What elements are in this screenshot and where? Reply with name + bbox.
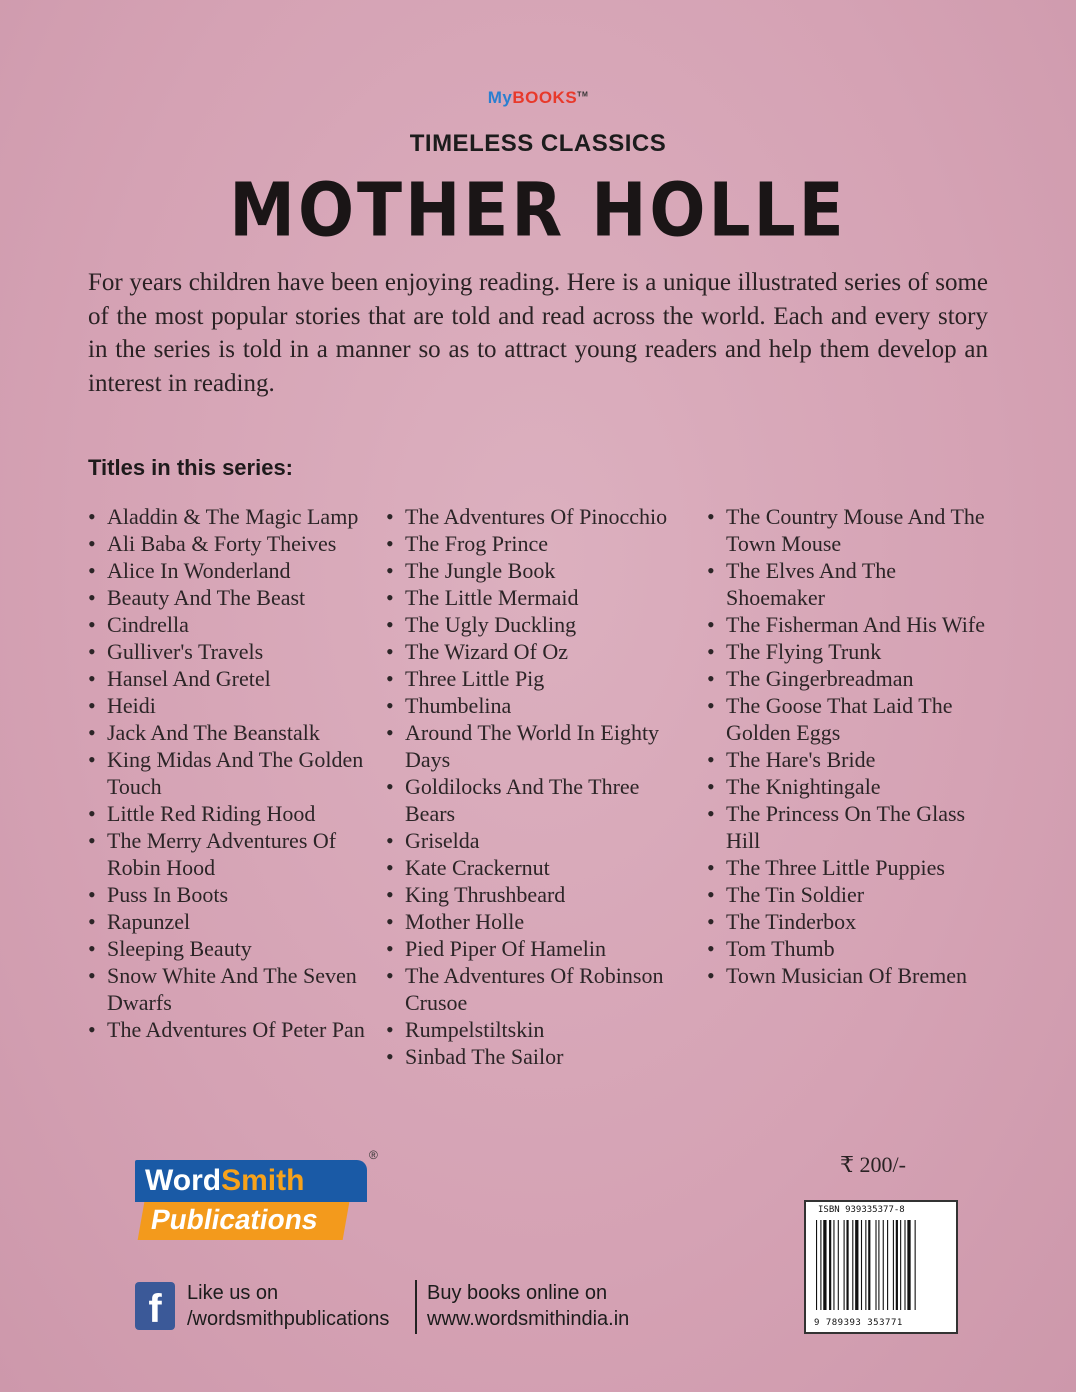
series-title-item: • Around The World In Eighty Days	[386, 719, 691, 773]
wordsmith-logo	[135, 1148, 378, 1240]
series-title-item: • Rumpelstiltskin	[386, 1016, 691, 1043]
like-line-1: Like us on	[187, 1282, 279, 1304]
series-title-item: • The Country Mouse And The Town Mouse	[707, 503, 987, 557]
series-title-item: • Thumbelina	[386, 692, 691, 719]
facebook-handle[interactable]: /wordsmithpublications	[187, 1308, 390, 1330]
price: ₹ 200/-	[840, 1152, 906, 1177]
series-title-item: • The Ugly Duckling	[386, 611, 691, 638]
isbn-barcode	[804, 1200, 958, 1334]
series-title-item: • Beauty And The Beast	[88, 584, 378, 611]
series-title-item: • The Flying Trunk	[707, 638, 987, 665]
series-title-item: • The Goose That Laid The Golden Eggs	[707, 692, 987, 746]
series-title-item: • Puss In Boots	[88, 881, 378, 908]
buy-line-1: Buy books online on	[427, 1282, 608, 1304]
logo-word: Word	[145, 1164, 222, 1197]
series-title-item: • King Thrushbeard	[386, 881, 691, 908]
logo-wordsmith	[135, 1160, 367, 1202]
series-title-item: • Aladdin & The Magic Lamp	[88, 503, 378, 530]
titles-column-2	[386, 503, 691, 1070]
titles-column-1	[88, 503, 378, 1043]
series-title-item: • Pied Piper Of Hamelin	[386, 935, 691, 962]
series-title-item: • The Elves And The Shoemaker	[707, 557, 987, 611]
series-title-item: • Heidi	[88, 692, 378, 719]
brand-tm: TM	[577, 91, 589, 99]
series-title-item: • The Gingerbreadman	[707, 665, 987, 692]
series-title-item: • Rapunzel	[88, 908, 378, 935]
series-title-item: • Goldilocks And The Three Bears	[386, 773, 691, 827]
series-title-item: • The Merry Adventures Of Robin Hood	[88, 827, 378, 881]
brand-part1: My	[487, 88, 513, 107]
series-title-item: • The Three Little Puppies	[707, 854, 987, 881]
titles-heading: Titles in this series:	[88, 455, 294, 480]
series-title-item: • The Fisherman And His Wife	[707, 611, 987, 638]
series-title-item: • The Princess On The Glass Hill	[707, 800, 987, 854]
series-title-item: • The Knightingale	[707, 773, 987, 800]
series-title-item: • Sinbad The Sailor	[386, 1043, 691, 1070]
barcode-bars	[816, 1220, 946, 1310]
registered-mark: ®	[369, 1148, 378, 1162]
series-title-item: • Ali Baba & Forty Theives	[88, 530, 378, 557]
series-title-item: • The Wizard Of Oz	[386, 638, 691, 665]
series-title-item: • The Hare's Bride	[707, 746, 987, 773]
series-title-item: • Snow White And The Seven Dwarfs	[88, 962, 378, 1016]
series-title-item: • Gulliver's Travels	[88, 638, 378, 665]
series-title-item: • Alice In Wonderland	[88, 557, 378, 584]
intro-paragraph: For years children have been enjoying reading. Here is a unique illustrated series of some of the most popular stories that are told and read across the world. Each and every story in the series is told in a manner so as to attract young readers and help them develop an interest in reading.	[88, 269, 988, 397]
series-title-item: • Little Red Riding Hood	[88, 800, 378, 827]
series-title-item: • Jack And The Beanstalk	[88, 719, 378, 746]
brand-part2: BOOKS	[512, 88, 578, 107]
facebook-icon[interactable]: f	[135, 1282, 175, 1330]
series-title-item: • The Little Mermaid	[386, 584, 691, 611]
series-title-item: • Tom Thumb	[707, 935, 987, 962]
website-link[interactable]: www.wordsmithindia.in	[427, 1308, 630, 1330]
book-title: MOTHER HOLLE	[229, 167, 847, 254]
buy-online-text	[427, 1280, 629, 1332]
series-title-item: • Three Little Pig	[386, 665, 691, 692]
series-title-item: • Hansel And Gretel	[88, 665, 378, 692]
series-title-item: • The Tinderbox	[707, 908, 987, 935]
footer-divider	[415, 1280, 417, 1334]
series-title-item: • Cindrella	[88, 611, 378, 638]
logo-publications: Publications	[138, 1202, 350, 1240]
isbn-label: ISBN 939335377-8	[818, 1205, 905, 1215]
barcode-digits: 9 789393 353771	[814, 1318, 903, 1328]
titles-column-3	[707, 503, 987, 989]
series-title-item: • Griselda	[386, 827, 691, 854]
mybooks-logo	[0, 88, 1076, 108]
series-title-item: • King Midas And The Golden Touch	[88, 746, 378, 800]
logo-smith: Smith	[221, 1164, 305, 1197]
series-title-item: • The Jungle Book	[386, 557, 691, 584]
series-title-item: • Kate Crackernut	[386, 854, 691, 881]
series-title-item: • Town Musician Of Bremen	[707, 962, 987, 989]
series-title-item: • The Adventures Of Robinson Crusoe	[386, 962, 691, 1016]
series-label: TIMELESS CLASSICS	[409, 130, 667, 157]
series-title-item: • The Frog Prince	[386, 530, 691, 557]
series-title-item: • The Tin Soldier	[707, 881, 987, 908]
series-title-item: • The Adventures Of Peter Pan	[88, 1016, 378, 1043]
series-title-item: • Mother Holle	[386, 908, 691, 935]
series-title-item: • Sleeping Beauty	[88, 935, 378, 962]
series-title-item: • The Adventures Of Pinocchio	[386, 503, 691, 530]
facebook-text	[187, 1280, 417, 1332]
